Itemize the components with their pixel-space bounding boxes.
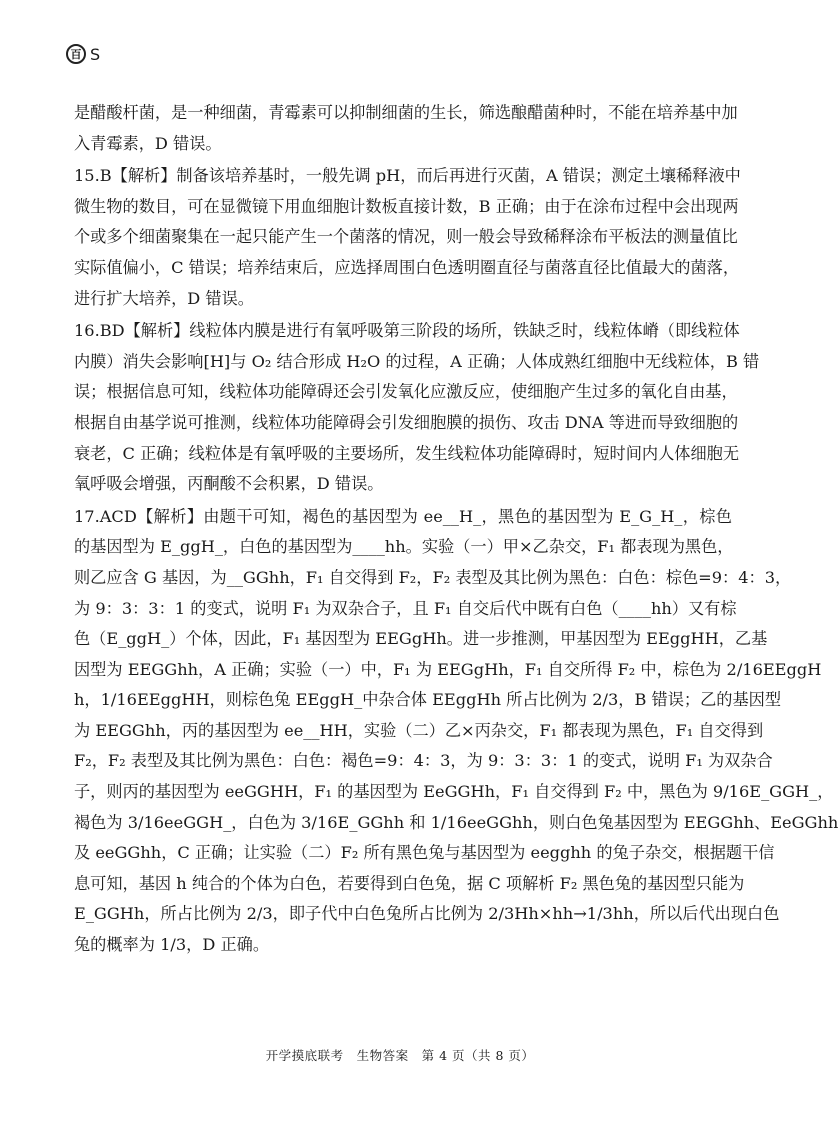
- text-line: 兔的概率为 1/3，D 正确。: [74, 935, 270, 955]
- text-line: 褐色为 3/16eeGGH_，白色为 3/16E_GGhh 和 1/16eeGGhh，则白色兔基因型为 EEGGhh、EeGGhh: [74, 812, 838, 832]
- text-line: 则乙应含 G 基因，为__GGhh，F₁ 自交得到 F₂，F₂ 表型及其比例为黑色：白色：棕色=9：4：3，: [74, 567, 792, 587]
- text-line: 为 EEGGhh，丙的基因型为 ee__HH，实验（二）乙×丙杂交，F₁ 都表现为黑色，F₁ 自交得到: [74, 720, 764, 740]
- text-line: 为 9：3：3：1 的变式，说明 F₁ 为双杂合子，且 F₁ 自交后代中既有白色（____hh）又有棕: [74, 598, 737, 618]
- text-line: 17.ACD【解析】由题干可知，褐色的基因型为 ee__H_，黑色的基因型为 E_G_H_，棕色: [74, 506, 732, 526]
- text-line: 内膜）消失会影响[H]与 O₂ 结合形成 H₂O 的过程，A 正确；人体成熟红细胞中无线粒体，B 错: [74, 351, 760, 371]
- text-line: 衰老，C 正确；线粒体是有氧呼吸的主要场所，发生线粒体功能障碍时，短时间内人体细胞无: [74, 443, 740, 463]
- text-line: F₂，F₂ 表型及其比例为黑色：白色：褐色=9：4：3，为 9：3：3：1 的变式，说明 F₁ 为双杂合: [74, 751, 773, 771]
- text-line: 的基因型为 E_ggH_，白色的基因型为____hh。实验（一）甲×乙杂交，F₁ 都表现为黑色，: [74, 537, 734, 557]
- text-line: 个或多个细菌聚集在一起只能产生一个菌落的情况，则一般会导致稀释涂布平板法的测量值比: [74, 227, 738, 247]
- text-line: 色（E_ggH_）个体，因此，F₁ 基因型为 EEGgHh。进一步推测，甲基因型为 EEggHH，乙基: [74, 629, 768, 649]
- text-line: 误；根据信息可知，线粒体功能障碍还会引发氧化应激反应，使细胞产生过多的氧化自由基，: [74, 382, 738, 402]
- text-line: 息可知，基因 h 纯合的个体为白色，若要得到白色兔，据 C 项解析 F₂ 黑色兔的基因型只能为: [74, 873, 745, 893]
- text-line: h，1/16EEggHH，则棕色兔 EEggH_中杂合体 EEggHh 所占比例为 2/3，B 错误；乙的基因型: [74, 690, 782, 710]
- logo-seal-icon: 百: [66, 44, 86, 64]
- text-line: 氧呼吸会增强，丙酮酸不会积累，D 错误。: [74, 474, 384, 494]
- text-line: 16.BD【解析】线粒体内膜是进行有氧呼吸第三阶段的场所，铁缺乏时，线粒体嵴（即线粒体: [74, 321, 740, 341]
- text-line: 实际值偏小，C 错误；培养结束后，应选择周围白色透明圈直径与菌落直径比值最大的菌落，: [74, 257, 740, 277]
- text-line: 因型为 EEGGhh，A 正确；实验（一）中，F₁ 为 EEGgHh，F₁ 自交所得 F₂ 中，棕色为 2/16EEggH: [74, 659, 822, 679]
- page-footer: 开学摸底联考 生物答案 第 4 页（共 8 页）: [265, 1048, 535, 1063]
- text-line: 及 eeGGhh，C 正确；让实验（二）F₂ 所有黑色兔与基因型为 eegghh 的兔子杂交，根据题干信: [74, 843, 775, 863]
- text-line: 入青霉素，D 错误。: [74, 133, 222, 153]
- text-line: 进行扩大培养，D 错误。: [74, 288, 254, 308]
- text-line: 是醋酸杆菌，是一种细菌，青霉素可以抑制细菌的生长，筛选酿醋菌种时，不能在培养基中加: [74, 103, 738, 122]
- text-line: 15.B【解析】制备该培养基时，一般先调 pH，而后再进行灭菌，A 错误；测定土壤稀释液中: [74, 166, 741, 186]
- publisher-logo: [66, 44, 100, 64]
- logo-letter: S: [90, 44, 101, 64]
- text-line: 根据自由基学说可推测，线粒体功能障碍会引发细胞膜的损伤、攻击 DNA 等进而导致细胞的: [74, 412, 739, 432]
- text-line: 子，则丙的基因型为 eeGGHH，F₁ 的基因型为 EeGGHh，F₁ 自交得到 F₂ 中，黑色为 9/16E_GGH_，: [74, 782, 834, 802]
- text-line: E_GGHh，所占比例为 2/3，即子代中白色兔所占比例为 2/3Hh×hh→1/3hh，所以后代出现白色: [74, 904, 780, 924]
- text-line: 微生物的数目，可在显微镜下用血细胞计数板直接计数，B 正确；由于在涂布过程中会出现两: [74, 196, 739, 216]
- answer-text-body: [74, 98, 838, 961]
